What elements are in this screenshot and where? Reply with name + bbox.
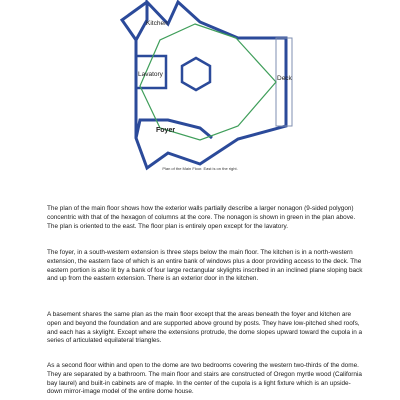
- plan-caption: Plan of the Main Floor. East is on the right.: [162, 166, 238, 171]
- lavatory-label: Lavatory: [138, 71, 163, 78]
- central-hexagon: [182, 58, 210, 90]
- paragraph-nonagon: The plan of the main floor shows how the exterior walls partially describe a larger nonagon (9-sided polygon) concentric with that of the hexagon of columns at the core. The nonagon is shown in green in the plan above. The plan is oriented to the east. The floor plan is entirely open except for the lavatory.: [47, 205, 356, 230]
- paragraph-second-floor: As a second floor within and open to the dome are two bedrooms covering the western two-thirds of the dome. They are separated by a bathroom. The main floor and stairs are constructed of Oregon myrtle wood (California bay laurel) and built-in cabinets are of maple. In the center of the cupola is a light fixture which is an upside-down mirror-image model of the entire dome house.: [47, 362, 362, 396]
- kitchen-extension-walls: [122, 2, 147, 40]
- kitchen-label: Kitchen: [146, 20, 168, 27]
- foyer-label: Foyer: [156, 127, 176, 134]
- deck-outline: [276, 38, 292, 126]
- deck-label: Deck: [277, 75, 292, 82]
- paragraph-foyer-kitchen: The foyer, in a south-western extension is three steps below the main floor. The kitchen is in a north-western extension, the eastern face of which is an entire bank of windows plus a door providing access to the deck. The eastern portion is also lit by a bank of four large rectangular skylights inscribed in an inclined plane sloping back and up from the eastern extension. There is an exterior door in the kitchen.: [47, 249, 363, 283]
- floor-plan-diagram: [0, 0, 400, 180]
- paragraph-basement: A basement shares the same plan as the main floor except that the areas beneath the foyer and kitchen are open and beyond the foundation and are supported above ground by posts. They have low-pitched shed roofs, and each has a skylight. Except where the extensions protrude, the dome slopes upward toward the cupola in a series of articulated equilateral triangles.: [47, 311, 363, 345]
